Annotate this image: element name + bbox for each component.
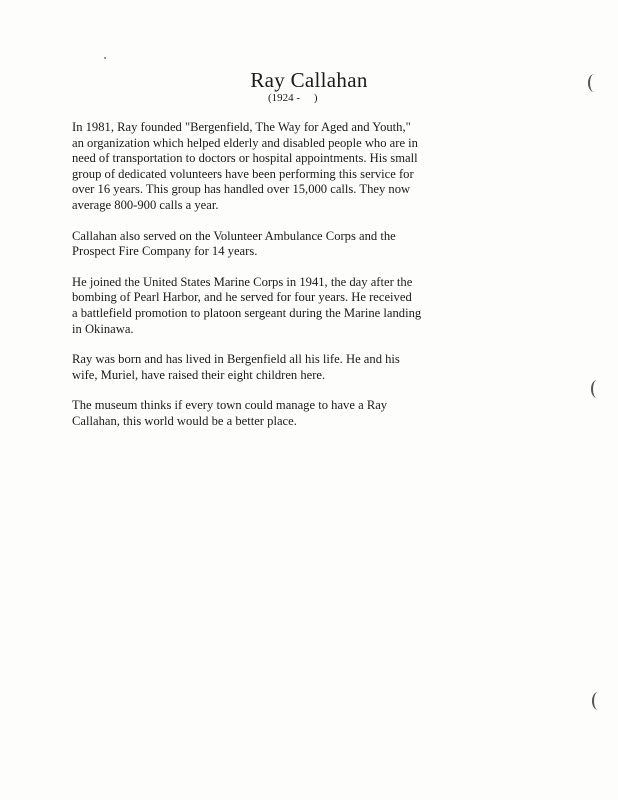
text-line: Callahan also served on the Volunteer Ambulance Corps and the bbox=[72, 228, 396, 243]
binder-hole-mark-bottom bbox=[592, 692, 604, 710]
document-body bbox=[72, 120, 592, 445]
text-line: Callahan, this world would be a better place. bbox=[72, 413, 297, 428]
page-title: Ray Callahan bbox=[250, 68, 368, 92]
text-line: over 16 years. This group has handled over 15,000 calls. They now bbox=[72, 182, 411, 197]
text-line: Prospect Fire Company for 14 years. bbox=[72, 244, 258, 259]
binder-hole-mark-middle bbox=[591, 380, 603, 398]
text-line: In 1981, Ray founded "Bergenfield, The Way for Aged and Youth," bbox=[72, 120, 411, 134]
binder-hole-mark-top bbox=[588, 74, 600, 92]
scan-speck bbox=[104, 57, 106, 59]
text-line: in Okinawa. bbox=[72, 321, 134, 336]
text-line: group of dedicated volunteers have been performing this service for bbox=[72, 166, 414, 181]
text-line: The museum thinks if every town could manage to have a Ray bbox=[72, 398, 388, 413]
text-line: He joined the United States Marine Corps in 1941, the day after the bbox=[72, 274, 413, 289]
text-line: Ray was born and has lived in Bergenfield all his life. He and his bbox=[72, 352, 400, 367]
paragraph-founding bbox=[72, 120, 592, 214]
paragraph-marines bbox=[72, 275, 592, 337]
text-line: average 800-900 calls a year. bbox=[72, 197, 219, 212]
text-line: an organization which helped elderly and disabled people who are in bbox=[72, 135, 418, 150]
paragraph-family bbox=[72, 352, 592, 383]
paragraph-museum bbox=[72, 398, 592, 429]
text-line: a battlefield promotion to platoon sergeant during the Marine landing bbox=[72, 305, 422, 320]
life-dates: (1924 - ) bbox=[268, 92, 318, 104]
text-line: wife, Muriel, have raised their eight children here. bbox=[72, 367, 326, 382]
paragraph-ambulance bbox=[72, 229, 592, 260]
text-line: bombing of Pearl Harbor, and he served for four years. He received bbox=[72, 290, 412, 305]
text-line: need of transportation to doctors or hospital appointments. His small bbox=[72, 151, 418, 166]
